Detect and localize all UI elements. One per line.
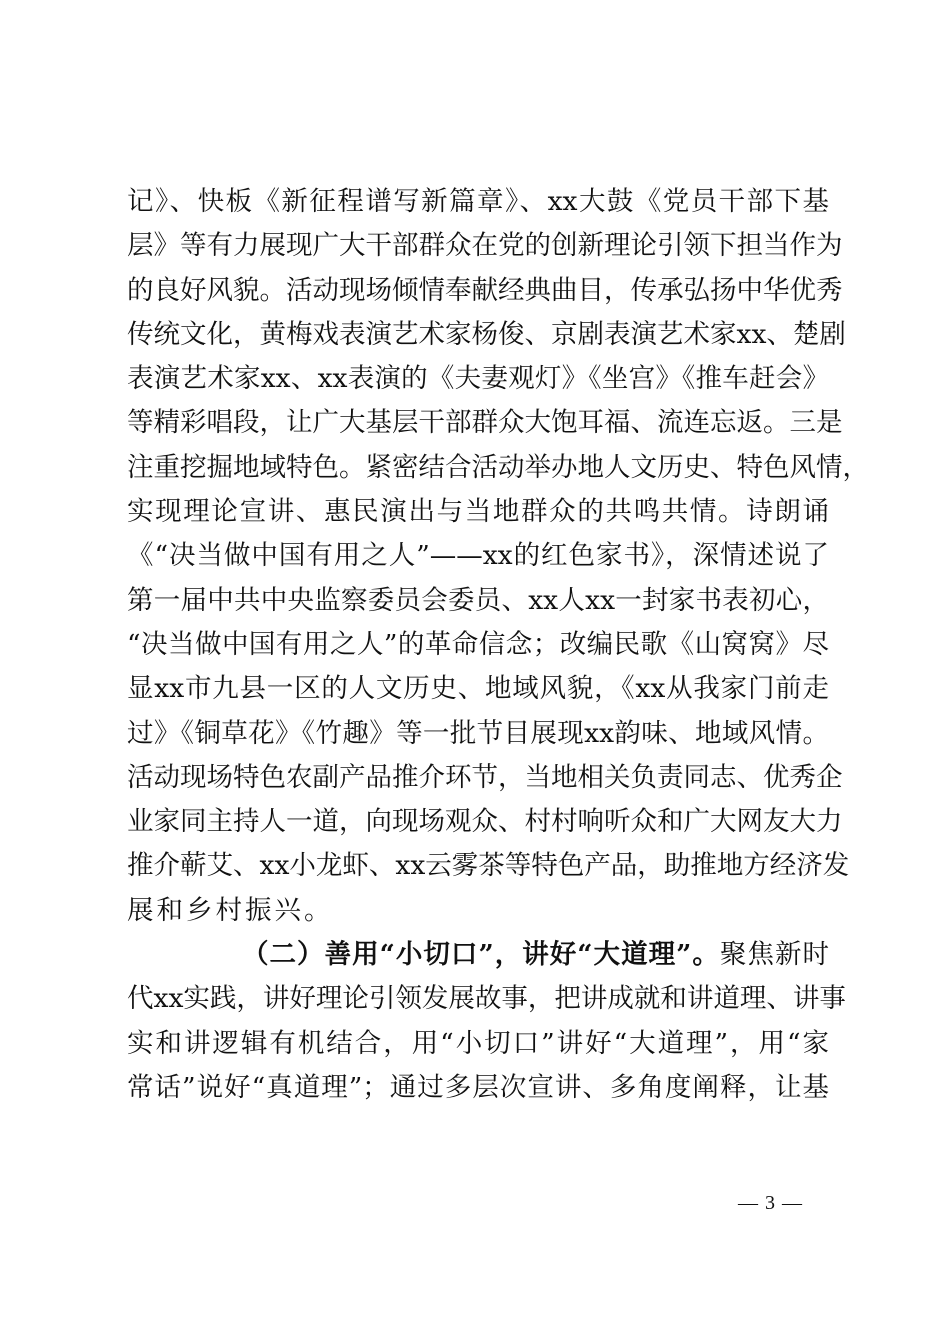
text-line: 的良好风貌。活动现场倾情奉献经典曲目，传承弘扬中华优秀	[127, 274, 843, 306]
text-line: “决当做中国有用之人”的革命信念；改编民歌《山窝窝》尽	[127, 628, 829, 660]
text-line: 业家同主持人一道，向现场观众、村村响听众和广大网友大力	[127, 806, 843, 838]
text-line: 注重挖掘地域特色。紧密结合活动举办地人文历史、特色风情，	[127, 451, 869, 483]
text-line: 表演艺术家xx、xx表演的《夫妻观灯》《坐宫》《推车赶会》	[127, 363, 829, 395]
text-line: 等精彩唱段，让广大基层干部群众大饱耳福、流连忘返。三是	[127, 407, 843, 439]
page-number: — 3 —	[738, 1192, 803, 1214]
text-line: 活动现场特色农副产品推介环节，当地相关负责同志、优秀企	[127, 761, 843, 793]
text-line: 第一届中共中央监察委员会委员、xx人xx一封家书表初心，	[127, 584, 829, 616]
text-line: 推介蕲艾、xx小龙虾、xx云雾茶等特色产品，助推地方经济发	[127, 850, 850, 882]
text-line: 常话”说好“真道理”；通过多层次宣讲、多角度阐释，让基	[127, 1071, 829, 1103]
section-text-start: 聚焦新时	[719, 939, 829, 971]
text-line: 代xx实践，讲好理论引领发展故事，把讲成就和讲道理、讲事	[127, 983, 846, 1015]
text-line: 过》《铜草花》《竹趣》等一批节目展现xx韵味、地域风情。	[127, 717, 829, 749]
text-line: 记》、快板《新征程谱写新篇章》、xx大鼓《党员干部下基	[127, 186, 829, 217]
text-line: 实现理论宣讲、惠民演出与当地群众的共鸣共情。诗朗诵	[127, 496, 829, 528]
text-line: 实和讲逻辑有机结合，用“小切口”讲好“大道理”，用“家	[127, 1027, 829, 1059]
text-line-paragraph-end: 展和乡村振兴。	[127, 894, 334, 926]
text-line: 层》等有力展现广大干部群众在党的创新理论引领下担当作为	[127, 230, 843, 262]
section-heading-line	[127, 933, 829, 977]
text-line: 显xx市九县一区的人文历史、地域风貌，《xx从我家门前走	[127, 673, 829, 705]
section-heading: （二）善用“小切口”，讲好“大道理”。	[242, 939, 720, 971]
text-line: 《“决当做中国有用之人”——xx的红色家书》，深情述说了	[127, 540, 829, 572]
body-text	[127, 180, 869, 1110]
text-line: 传统文化，黄梅戏表演艺术家杨俊、京剧表演艺术家xx、楚剧	[127, 318, 846, 350]
